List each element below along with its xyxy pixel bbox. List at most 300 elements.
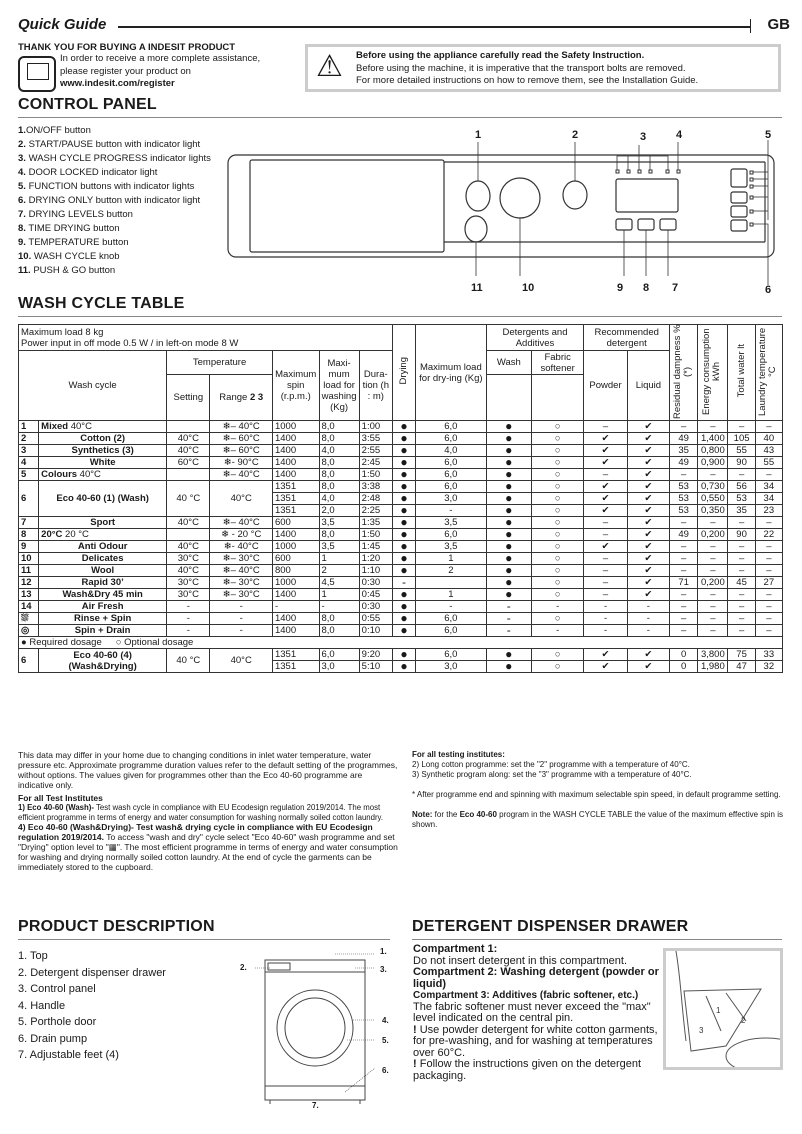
laundry-temp: – — [755, 589, 782, 601]
control-panel-item — [18, 138, 211, 152]
liquid: ✔ — [627, 493, 669, 505]
spin: 1351 — [272, 481, 319, 493]
header-residual-label: Residual dampness % (*) — [671, 323, 693, 419]
section-rule — [18, 117, 782, 118]
softener: ○ — [531, 649, 583, 661]
callout-4: 4 — [676, 129, 683, 141]
header-drying-label: Drying — [397, 357, 409, 385]
callout-6: 6 — [765, 284, 772, 296]
spin: 1000 — [272, 541, 319, 553]
load: 1 — [319, 553, 359, 565]
cycle-name: White — [39, 457, 167, 469]
temp-range: - — [210, 625, 272, 637]
cycle-name: Delicates — [39, 553, 167, 565]
note-1-text: Test wash cycle in compliance with EU Ecodesign regulation 2019/2014. The most efficient programme in terms of energy and water consumption for washing normally soiled cotton laundry. — [18, 803, 384, 822]
detergent-drawer-heading: DETERGENT DISPENSER DRAWER — [412, 918, 689, 935]
temp-setting — [167, 469, 210, 481]
header-residual — [670, 325, 698, 421]
compartment-1-title: Compartment 1: — [413, 943, 498, 955]
control-panel-item — [18, 180, 211, 194]
product-part-item: 2. Detergent dispenser drawer — [18, 966, 166, 979]
header-laundry-temp-label: Laundry temperature °C — [756, 326, 778, 416]
power-input: Power input in off mode 0.5 W / in left-on mode 8 W — [21, 337, 239, 349]
drying: ● — [392, 505, 415, 517]
load: 1 — [319, 589, 359, 601]
softener: ○ — [531, 661, 583, 673]
energy: – — [698, 421, 728, 433]
spin: - — [272, 601, 319, 613]
cycle-number: 14 — [19, 601, 39, 613]
header-range-label: Range — [219, 392, 248, 403]
cycle-name: Anti Odour — [39, 541, 167, 553]
safety-warning — [305, 44, 781, 92]
note-4-text: To access "wash and dry" cycle select "Eco 40-60" wash programme and set "Drying" option level to "▦". The most efficient programme in terms of energy and water consumption for washing and drying normally soiled cotton laundry. At the end of cycle the garments can be immediately stored to the cupboard. — [18, 832, 398, 872]
softener: ○ — [531, 469, 583, 481]
liquid: ✔ — [627, 433, 669, 445]
drying-only-button — [731, 220, 747, 231]
softener: ○ — [531, 565, 583, 577]
control-panel-item — [18, 208, 211, 222]
load: 8,0 — [319, 529, 359, 541]
product-part-item: 4. Handle — [18, 999, 66, 1012]
residual: 71 — [670, 577, 698, 589]
residual: 53 — [670, 493, 698, 505]
water: 55 — [728, 445, 755, 457]
liquid: ✔ — [627, 529, 669, 541]
cycle-name — [39, 469, 167, 481]
softener: ○ — [531, 589, 583, 601]
product-callout-6: 6. — [382, 1066, 389, 1075]
powder: ✔ — [584, 445, 627, 457]
testing-heading: For all testing institutes: — [412, 750, 505, 759]
softener: ○ — [531, 517, 583, 529]
optional-dosage-legend: ○ Optional dosage — [115, 637, 194, 648]
softener: ○ — [531, 481, 583, 493]
title-rule-tick — [750, 19, 751, 33]
register-text-2: please register your product on — [60, 65, 191, 77]
item-label: DRYING ONLY button with indicator light — [25, 195, 201, 206]
note-1 — [18, 803, 398, 822]
header-drying — [392, 325, 415, 421]
cycle-number: 5 — [19, 469, 39, 481]
register-link[interactable]: www.indesit.com/register — [60, 78, 175, 89]
product-callout-5: 5. — [382, 1036, 389, 1045]
spin: 1000 — [272, 577, 319, 589]
spin: 1400 — [272, 457, 319, 469]
softener: ○ — [531, 433, 583, 445]
dry-load: - — [416, 601, 487, 613]
drawer-instructions — [413, 944, 663, 1082]
powder: – — [584, 469, 627, 481]
callout-3: 3 — [640, 131, 647, 143]
time-drying-button — [638, 219, 654, 230]
load: 2 — [319, 565, 359, 577]
energy: – — [698, 625, 728, 637]
energy: – — [698, 553, 728, 565]
liquid: ✔ — [627, 457, 669, 469]
wash: ● — [486, 649, 531, 661]
compartment-2-title: Compartment 2: Washing detergent (powder or liquid) — [413, 966, 659, 990]
water: – — [728, 469, 755, 481]
dry-load: 3,5 — [416, 541, 487, 553]
laundry-temp: – — [755, 625, 782, 637]
temp-range: ❄– 40°C — [210, 469, 272, 481]
item-label: WASH CYCLE knob — [31, 251, 120, 262]
duration: 2:55 — [359, 445, 392, 457]
wash: ● — [486, 505, 531, 517]
powder: ✔ — [584, 457, 627, 469]
temp-range: ❄– 40°C — [210, 517, 272, 529]
powder: - — [584, 613, 627, 625]
laundry-temp: 27 — [755, 577, 782, 589]
cycle-number: 13 — [19, 589, 39, 601]
title-rule — [118, 26, 750, 28]
spin: 1400 — [272, 445, 319, 457]
cycle-number: 3 — [19, 445, 39, 457]
cycle-number: 4 — [19, 457, 39, 469]
header-powder: Powder — [584, 351, 627, 421]
residual: – — [670, 421, 698, 433]
powder: - — [584, 625, 627, 637]
spin: 1351 — [272, 505, 319, 517]
wash: ● — [486, 493, 531, 505]
temp-setting: 60°C — [167, 457, 210, 469]
residual: 49 — [670, 529, 698, 541]
cycle-name: Sport — [39, 517, 167, 529]
wash: ● — [486, 565, 531, 577]
dry-load: 6,0 — [416, 469, 487, 481]
exclamation-icon: ! — [413, 1023, 417, 1036]
note-eco — [412, 810, 792, 830]
header-range-notes: 2 3 — [249, 392, 264, 403]
compartment-3-title: Compartment 3: Additives (fabric softener, etc.) — [413, 990, 639, 1001]
laundry-temp: – — [755, 421, 782, 433]
disclaimer-text: This data may differ in your home due to changing conditions in inlet water temperature, water pressure etc. Approximate programme duration values refer to the default setting of the programmes, without options. The values given for programmes other than the Eco 40-60 programme are indicative only. — [18, 750, 398, 790]
note-3: 3) Synthetic program along: set the "3" programme with a temperature of 40°C. — [412, 770, 692, 779]
porthole-door — [277, 990, 353, 1066]
softener: ○ — [531, 553, 583, 565]
header-water — [728, 325, 755, 421]
energy: 0,800 — [698, 445, 728, 457]
temp-range: ❄- 90°C — [210, 457, 272, 469]
control-panel-heading: CONTROL PANEL — [18, 96, 157, 113]
cycle-number: 8 — [19, 529, 39, 541]
laundry-temp: 22 — [755, 529, 782, 541]
cycle-name-temp: 20 °C — [62, 529, 89, 540]
spin: 1400 — [272, 589, 319, 601]
warning-icon: ⚠ — [316, 50, 343, 83]
product-callout-1: 1. — [380, 947, 387, 956]
duration: 0:45 — [359, 589, 392, 601]
header-wash: Wash — [486, 351, 531, 375]
energy: – — [698, 613, 728, 625]
drying: ● — [392, 589, 415, 601]
temp-setting — [167, 529, 210, 541]
drawer-label-2: 2 — [741, 1016, 746, 1025]
energy: – — [698, 541, 728, 553]
duration: 5:10 — [359, 661, 392, 673]
test-institutes-heading: For all Test Institutes — [18, 793, 103, 803]
liquid: ✔ — [627, 541, 669, 553]
energy: – — [698, 469, 728, 481]
laundry-temp: 40 — [755, 433, 782, 445]
item-label: START/PAUSE button with indicator light — [25, 139, 201, 150]
drying: ● — [392, 625, 415, 637]
dry-load: 3,5 — [416, 517, 487, 529]
duration: 1:50 — [359, 529, 392, 541]
dry-load: 6,0 — [416, 481, 487, 493]
product-callout-7: 7. — [312, 1101, 319, 1110]
item-label: WASH CYCLE PROGRESS indicator lights — [25, 153, 211, 164]
temp-setting: 40°C — [167, 445, 210, 457]
product-part-item: 7. Adjustable feet (4) — [18, 1049, 119, 1061]
duration: 3:38 — [359, 481, 392, 493]
item-number: 3. — [18, 153, 26, 164]
duration: 2:25 — [359, 505, 392, 517]
liquid: ✔ — [627, 661, 669, 673]
energy: 0,200 — [698, 577, 728, 589]
duration: 1:10 — [359, 565, 392, 577]
load: 8,0 — [319, 457, 359, 469]
note-2: 2) Long cotton programme: set the "2" programme with a temperature of 40°C. — [412, 760, 690, 769]
load: 8,0 — [319, 469, 359, 481]
drying: ● — [392, 565, 415, 577]
section-rule — [412, 939, 782, 940]
wash: ● — [486, 445, 531, 457]
water: – — [728, 553, 755, 565]
on-off-button — [466, 181, 490, 211]
wash: ● — [486, 577, 531, 589]
liquid: ✔ — [627, 565, 669, 577]
laundry-temp: – — [755, 565, 782, 577]
panel-screen-area — [250, 160, 444, 252]
load: - — [319, 601, 359, 613]
required-dosage-legend: ● Required dosage — [21, 637, 102, 648]
residual: 49 — [670, 457, 698, 469]
item-number: 10. — [18, 251, 32, 262]
table-row — [19, 625, 783, 637]
powder: ✔ — [584, 493, 627, 505]
register-text-1: In order to receive a more complete assistance, — [60, 53, 261, 64]
liquid: ✔ — [627, 553, 669, 565]
temp-setting: 40°C — [167, 541, 210, 553]
cycle-name-label: Mixed — [41, 421, 69, 432]
residual: – — [670, 541, 698, 553]
residual: – — [670, 517, 698, 529]
cycle-number: ⛆ — [19, 613, 39, 625]
cycle-number: 9 — [19, 541, 39, 553]
softener: ○ — [531, 445, 583, 457]
temp-range: 40°C — [210, 649, 272, 673]
control-panel-item — [18, 194, 211, 208]
temp-range: ❄- 40°C — [210, 541, 272, 553]
spin: 1400 — [272, 529, 319, 541]
softener: ○ — [531, 505, 583, 517]
spin: 1400 — [272, 625, 319, 637]
thanks-heading: THANK YOU FOR BUYING A INDESIT PRODUCT — [18, 42, 236, 53]
notes-right — [412, 750, 792, 830]
water: – — [728, 625, 755, 637]
liquid: ✔ — [627, 421, 669, 433]
callout-7: 7 — [672, 282, 679, 294]
cycle-number: 12 — [19, 577, 39, 589]
drying: ● — [392, 613, 415, 625]
load: 4,0 — [319, 493, 359, 505]
laundry-temp: – — [755, 541, 782, 553]
laundry-temp: 34 — [755, 493, 782, 505]
water: 75 — [728, 649, 755, 661]
item-label: DOOR LOCKED indicator light — [25, 167, 158, 178]
drying: ● — [392, 529, 415, 541]
softener: ○ — [531, 541, 583, 553]
temp-range: ❄– 30°C — [210, 553, 272, 565]
callout-5: 5 — [765, 129, 772, 141]
callout-11: 11 — [471, 282, 483, 294]
temp-range: ❄– 40°C — [210, 421, 272, 433]
water: – — [728, 613, 755, 625]
dry-load: 6,0 — [416, 457, 487, 469]
cycle-number: 11 — [19, 565, 39, 577]
drying: ● — [392, 445, 415, 457]
product-part-item: 3. Control panel — [18, 983, 96, 995]
load: 8,0 — [319, 613, 359, 625]
header-energy — [698, 325, 728, 421]
temp-setting: - — [167, 613, 210, 625]
drying: ● — [392, 661, 415, 673]
note-text-b: program in the WASH CYCLE TABLE the value of the maximum effective spin is shown. — [412, 810, 783, 829]
liquid: ✔ — [627, 649, 669, 661]
water: 53 — [728, 493, 755, 505]
powder: – — [584, 565, 627, 577]
softener: ○ — [531, 529, 583, 541]
item-number: 8. — [18, 223, 26, 234]
dry-load: 6,0 — [416, 625, 487, 637]
display — [616, 179, 678, 212]
drying: ● — [392, 517, 415, 529]
water: 45 — [728, 577, 755, 589]
callout-9: 9 — [617, 282, 624, 294]
washing-machine-diagram — [225, 940, 400, 1115]
laundry-temp: 23 — [755, 505, 782, 517]
load: 3,5 — [319, 517, 359, 529]
compartment-3-text: The fabric softener must never exceed the "max" level indicated on the central pin. — [413, 1000, 651, 1024]
temp-range: ❄– 60°C — [210, 433, 272, 445]
temp-range: ❄– 40°C — [210, 565, 272, 577]
load: 8,0 — [319, 433, 359, 445]
cycle-name: Rapid 30’ — [39, 577, 167, 589]
energy: – — [698, 565, 728, 577]
laundry-temp: 34 — [755, 481, 782, 493]
spin: 1000 — [272, 421, 319, 433]
cycle-number: 7 — [19, 517, 39, 529]
header-range — [210, 375, 272, 421]
wash-cycle-table — [18, 324, 783, 673]
control-panel-list — [18, 124, 211, 278]
cycle-number: 6 — [19, 649, 39, 673]
dry-load: 2 — [416, 565, 487, 577]
cycle-number: 10 — [19, 553, 39, 565]
temp-setting — [167, 421, 210, 433]
residual: – — [670, 613, 698, 625]
control-panel-item — [18, 264, 211, 278]
drawer-label-3: 3 — [699, 1026, 704, 1035]
computer-icon — [18, 56, 56, 92]
liquid: ✔ — [627, 469, 669, 481]
dry-load: 1 — [416, 553, 487, 565]
item-number: 11. — [18, 265, 31, 276]
push-go-button — [465, 216, 487, 242]
warning-line-2: For more detailed instructions on how to remove them, see the Installation Guide. — [356, 75, 699, 86]
dry-load: 4,0 — [416, 445, 487, 457]
cycle-name: Eco 40-60 (4) (Wash&Drying) — [39, 649, 167, 673]
callout-1: 1 — [475, 129, 482, 141]
spin: 600 — [272, 517, 319, 529]
note-eco-name: Eco 40-60 — [459, 810, 497, 819]
header-wash-empty — [486, 375, 531, 421]
spin: 1351 — [272, 661, 319, 673]
duration: 1:45 — [359, 541, 392, 553]
energy: – — [698, 517, 728, 529]
energy: – — [698, 589, 728, 601]
energy: 0,900 — [698, 457, 728, 469]
laundry-temp: – — [755, 613, 782, 625]
temp-setting: 40 °C — [167, 481, 210, 517]
section-rule — [18, 316, 782, 317]
product-description-heading: PRODUCT DESCRIPTION — [18, 918, 215, 935]
wash-cycle-table-heading: WASH CYCLE TABLE — [18, 295, 185, 312]
powder: – — [584, 421, 627, 433]
liquid: ✔ — [627, 589, 669, 601]
wash: ● — [486, 589, 531, 601]
header-setting: Setting — [167, 375, 210, 421]
wash: - — [486, 625, 531, 637]
load: 4,0 — [319, 445, 359, 457]
product-part-item: 6. Drain pump — [18, 1032, 88, 1045]
dry-load: 1 — [416, 589, 487, 601]
powder: ✔ — [584, 541, 627, 553]
residual: 49 — [670, 433, 698, 445]
note-1-title: 1) Eco 40-60 (Wash)- — [18, 803, 94, 812]
residual: 0 — [670, 661, 698, 673]
drying: ● — [392, 481, 415, 493]
cycle-name-label: 20°C — [41, 529, 63, 540]
water: 105 — [728, 433, 755, 445]
duration: 3:55 — [359, 433, 392, 445]
header-dry-load: Maximum load for dry-ing (Kg) — [416, 325, 487, 421]
wash: ● — [486, 541, 531, 553]
energy: 0,550 — [698, 493, 728, 505]
header-softener: Fabric softener — [531, 351, 583, 375]
load: 2,0 — [319, 505, 359, 517]
softener: ○ — [531, 493, 583, 505]
dry-load: 3,0 — [416, 661, 487, 673]
energy: 0,730 — [698, 481, 728, 493]
note-text-a: for the — [432, 810, 460, 819]
temp-range: - — [210, 613, 272, 625]
residual: – — [670, 601, 698, 613]
temp-setting: 30°C — [167, 589, 210, 601]
drying: ● — [392, 553, 415, 565]
header-wash-cycle: Wash cycle — [19, 351, 167, 421]
temp-range: ❄ - 20 °C — [210, 529, 272, 541]
wash: ● — [486, 481, 531, 493]
cycle-number: 6 — [19, 481, 39, 517]
cycle-name-temp: 40°C — [77, 469, 101, 480]
product-callout-2: 2. — [240, 963, 247, 972]
product-callout-4: 4. — [382, 1016, 389, 1025]
cycle-name: Spin + Drain — [39, 625, 167, 637]
wash: - — [486, 613, 531, 625]
